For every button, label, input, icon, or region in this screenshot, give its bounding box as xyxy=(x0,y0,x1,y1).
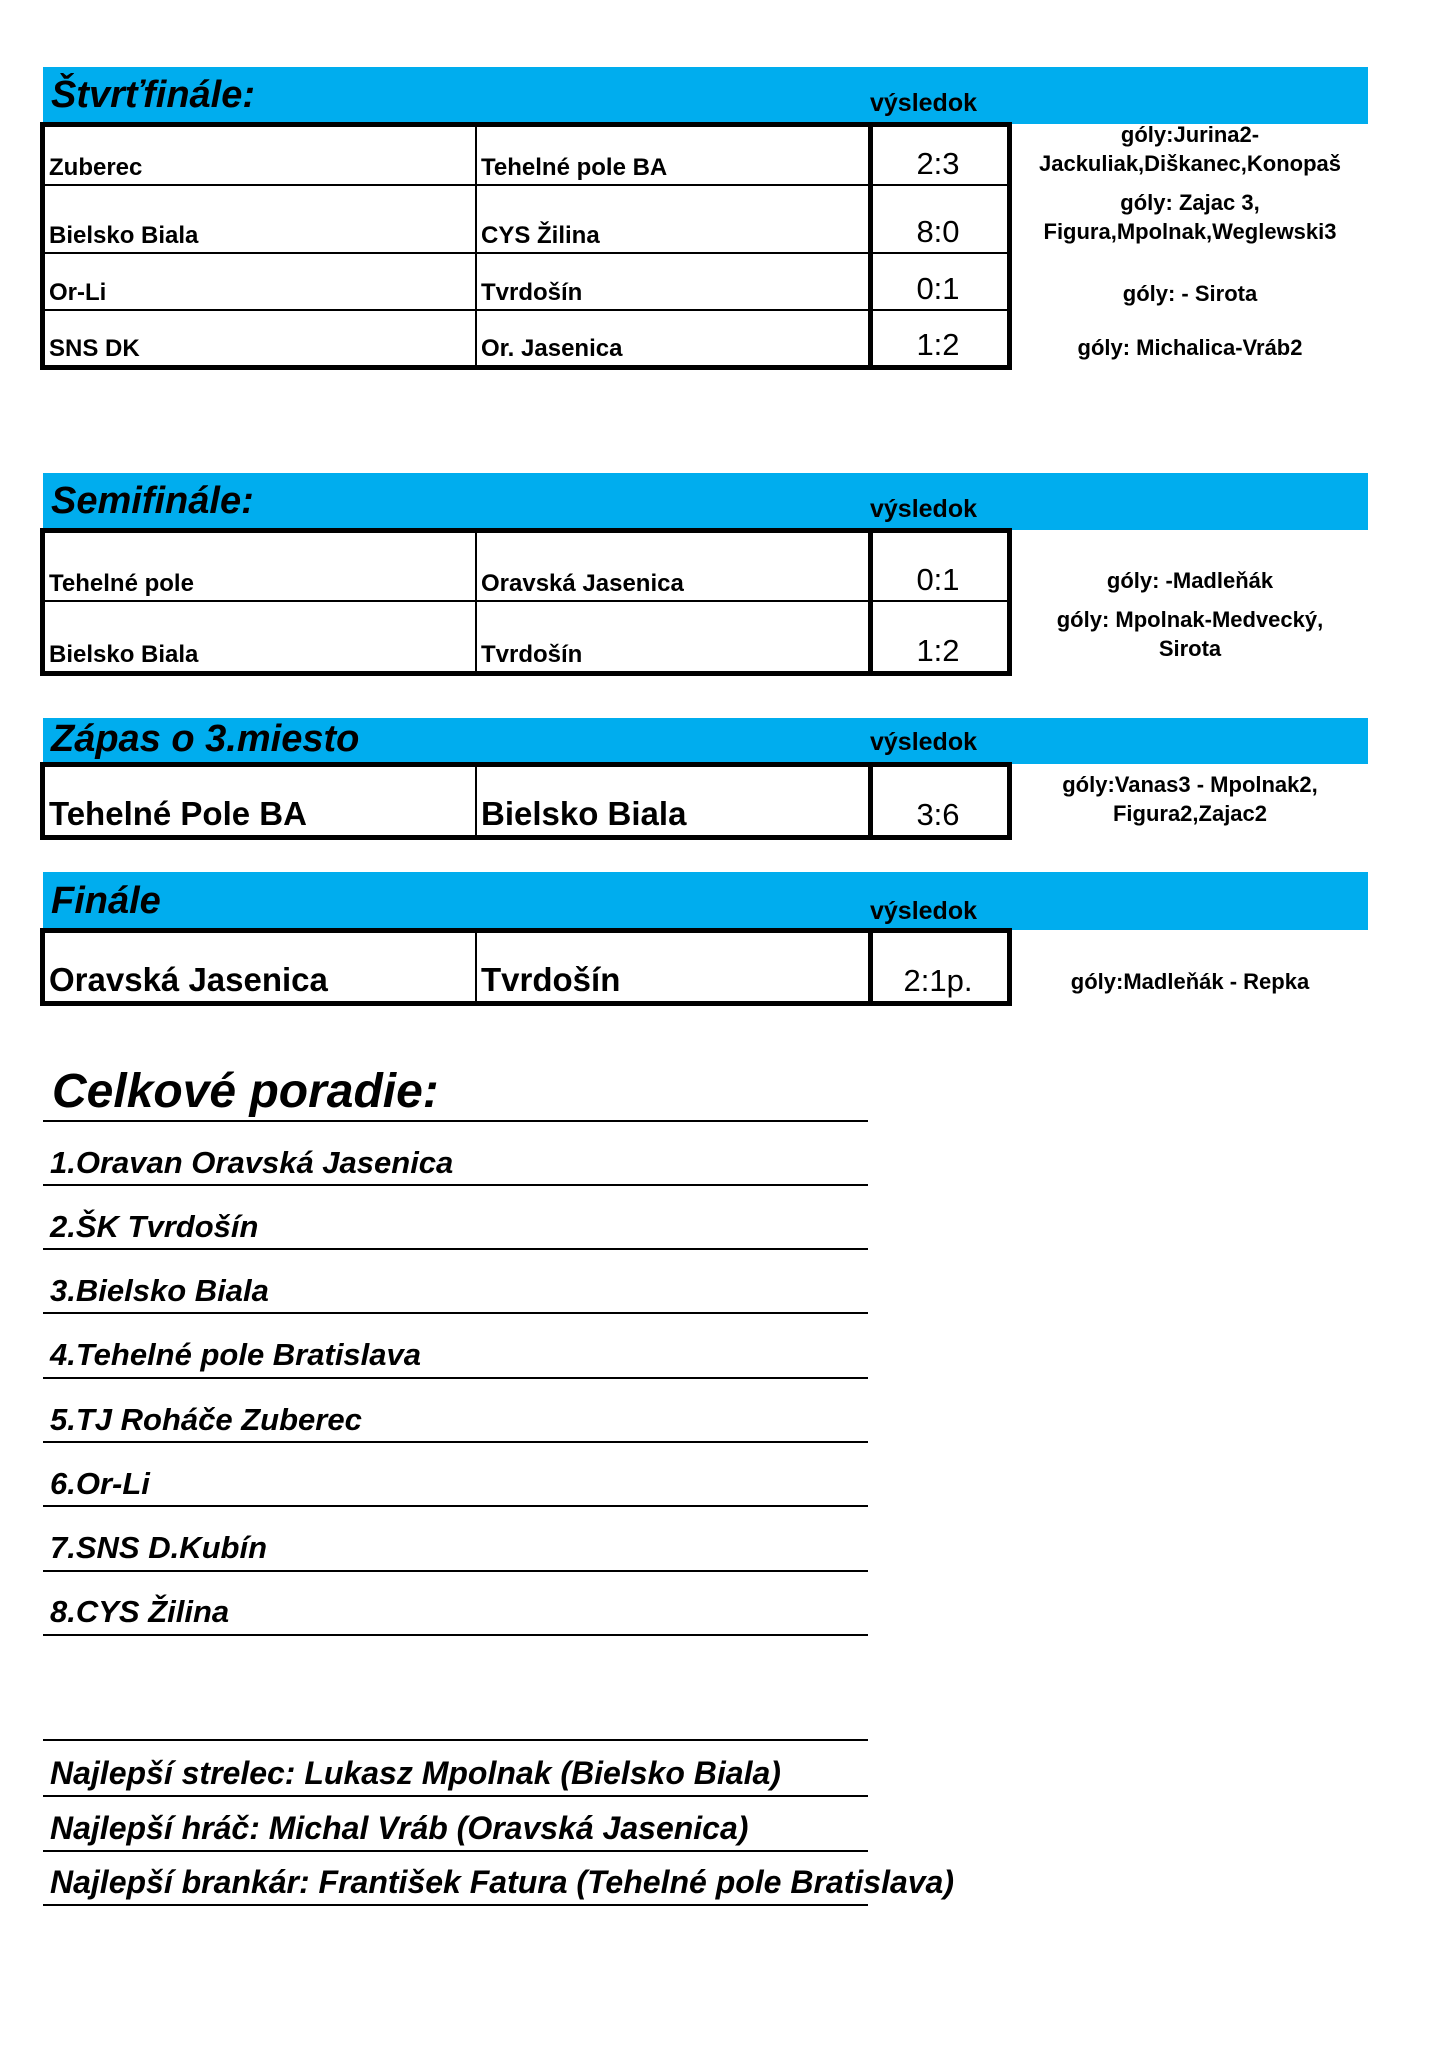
quarterfinal-header-bar xyxy=(43,67,1368,124)
goals-line: góly: - Sirota xyxy=(1122,281,1258,306)
goal-scorers xyxy=(1012,566,1368,595)
score: 0:1 xyxy=(868,533,1003,600)
divider xyxy=(43,1505,868,1507)
goal-scorers xyxy=(1012,605,1368,663)
score: 0:1 xyxy=(868,254,1003,309)
table-row xyxy=(45,602,1007,671)
standing-item: 1.Oravan Oravská Jasenica xyxy=(50,1145,454,1180)
goal-scorers xyxy=(1012,967,1368,996)
away-team: Tehelné pole BA xyxy=(475,127,871,184)
final-table xyxy=(40,928,1012,1006)
home-team: Or-Li xyxy=(49,279,107,306)
home-team: Bielsko Biala xyxy=(49,222,199,249)
divider xyxy=(43,1850,868,1852)
score: 1:2 xyxy=(868,602,1003,671)
goals-line: góly: Zajac 3, xyxy=(1120,190,1260,215)
divider xyxy=(43,1120,868,1122)
goal-scorers xyxy=(1012,333,1368,362)
goal-scorers xyxy=(1012,770,1368,828)
goals-line: Figura,Mpolnak,Weglewski3 xyxy=(1043,219,1337,244)
goal-scorers xyxy=(1012,279,1368,308)
score: 2:1p. xyxy=(868,933,1003,1001)
away-team: Or. Jasenica xyxy=(475,311,871,365)
goals-line: góly: Mpolnak-Medvecký, xyxy=(1056,607,1324,632)
goals-line: góly:Jurina2- xyxy=(1120,122,1260,147)
divider xyxy=(43,1377,868,1379)
home-team: Tehelné pole xyxy=(49,570,194,597)
away-team: Tvrdošín xyxy=(475,254,871,309)
final-title: Finále xyxy=(51,880,161,922)
divider xyxy=(43,1184,868,1186)
semifinal-table xyxy=(40,528,1012,676)
divider xyxy=(43,1312,868,1314)
third-place-header-bar xyxy=(43,718,1368,764)
away-team: Tvrdošín xyxy=(475,933,871,1001)
divider xyxy=(43,1570,868,1572)
third-place-result-label: výsledok xyxy=(870,728,978,756)
goals-line: góly: -Madleňák xyxy=(1106,568,1274,593)
divider xyxy=(43,1634,868,1636)
away-team: Oravská Jasenica xyxy=(475,533,871,600)
quarterfinal-title: Štvrťfinále: xyxy=(51,74,256,116)
home-team: Oravská Jasenica xyxy=(49,961,328,998)
divider xyxy=(43,1795,868,1797)
semifinal-header-bar xyxy=(43,473,1368,530)
goals-line: Figura2,Zajac2 xyxy=(1112,801,1268,826)
semifinal-title: Semifinále: xyxy=(51,480,254,522)
table-row xyxy=(45,127,1007,186)
divider xyxy=(43,1441,868,1443)
table-row xyxy=(45,933,1007,1001)
standing-item: 6.Or-Li xyxy=(50,1466,150,1501)
best-goalkeeper: Najlepší brankár: František Fatura (Tehelné pole Bratislava) xyxy=(50,1864,954,1900)
table-row xyxy=(45,186,1007,254)
score: 8:0 xyxy=(868,186,1003,252)
goals-line: góly: Michalica-Vráb2 xyxy=(1077,335,1303,360)
goal-scorers xyxy=(1012,120,1368,178)
divider xyxy=(43,1248,868,1250)
divider xyxy=(43,1904,868,1906)
home-team: SNS DK xyxy=(49,335,140,362)
table-row xyxy=(45,254,1007,311)
goal-scorers xyxy=(1012,188,1368,246)
third-place-title: Zápas o 3.miesto xyxy=(51,718,360,760)
quarterfinal-result-label: výsledok xyxy=(870,89,978,117)
standing-item: 5.TJ Roháče Zuberec xyxy=(50,1402,362,1437)
best-player: Najlepší hráč: Michal Vráb (Oravská Jasenica) xyxy=(50,1810,749,1846)
goals-line: Jackuliak,Diškanec,Konopaš xyxy=(1038,151,1342,176)
home-team: Bielsko Biala xyxy=(49,641,199,668)
table-row xyxy=(45,533,1007,602)
final-result-label: výsledok xyxy=(870,897,978,925)
quarterfinal-table xyxy=(40,122,1012,370)
goals-line: góly:Madleňák - Repka xyxy=(1070,969,1310,994)
third-place-table xyxy=(40,762,1012,840)
home-team: Tehelné Pole BA xyxy=(49,795,307,832)
final-header-bar xyxy=(43,872,1368,930)
standings-title: Celkové poradie: xyxy=(52,1065,439,1118)
away-team: Bielsko Biala xyxy=(475,767,871,835)
divider xyxy=(43,1739,868,1741)
away-team: Tvrdošín xyxy=(475,602,871,671)
table-row xyxy=(45,311,1007,365)
goals-line: góly:Vanas3 - Mpolnak2, xyxy=(1062,772,1318,797)
standing-item: 4.Tehelné pole Bratislava xyxy=(50,1337,422,1372)
standing-item: 8.CYS Žilina xyxy=(50,1594,230,1629)
score: 2:3 xyxy=(868,127,1003,184)
table-row xyxy=(45,767,1007,835)
standing-item: 2.ŠK Tvrdošín xyxy=(50,1209,259,1244)
best-scorer: Najlepší strelec: Lukasz Mpolnak (Bielsko Biala) xyxy=(50,1755,781,1791)
away-team: CYS Žilina xyxy=(475,186,871,252)
semifinal-result-label: výsledok xyxy=(870,495,978,523)
home-team: Zuberec xyxy=(49,154,143,181)
standing-item: 7.SNS D.Kubín xyxy=(50,1530,268,1565)
score: 1:2 xyxy=(868,311,1003,365)
standing-item: 3.Bielsko Biala xyxy=(50,1273,269,1308)
score: 3:6 xyxy=(868,767,1003,835)
goals-line: Sirota xyxy=(1158,636,1222,661)
